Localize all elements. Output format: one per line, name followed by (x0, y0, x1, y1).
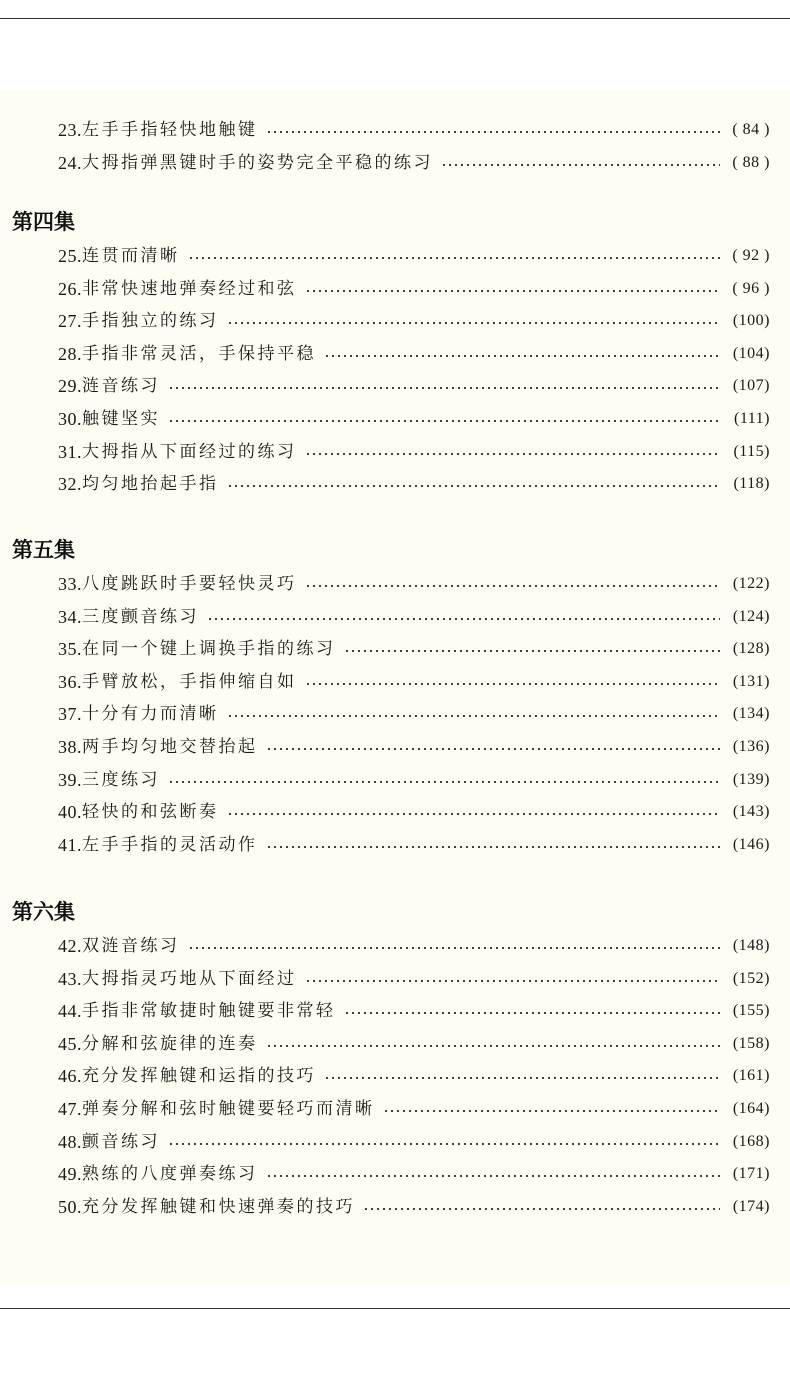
dot-leader (324, 355, 720, 357)
entry-number: 39. (58, 769, 82, 790)
entry-title: 左手手指的灵活动作 (82, 834, 258, 855)
entry-page-number: (100) (732, 312, 770, 330)
entry-title: 手指非常敏捷时触键要非常轻 (82, 1001, 336, 1022)
entry-title: 三度练习 (82, 769, 160, 790)
bottom-rule (0, 1308, 790, 1309)
toc-entry[interactable] (58, 116, 770, 144)
entry-title: 八度跳跃时手要轻快灵巧 (82, 574, 297, 594)
entry-page-number: (111) (734, 410, 770, 427)
dot-leader (266, 846, 721, 848)
dot-leader (344, 650, 721, 652)
entry-number: 27. (58, 311, 82, 332)
dot-leader (168, 1143, 720, 1145)
entry-number: 50. (58, 1196, 82, 1217)
entry-number: 48. (58, 1131, 82, 1152)
toc-entry[interactable] (58, 798, 770, 826)
entry-page-number: ( 84 ) (732, 121, 770, 138)
entry-title: 三度颤音练习 (82, 606, 199, 627)
toc-entry[interactable] (58, 1095, 770, 1123)
entry-page-number: (174) (732, 1197, 770, 1215)
entry-number: 49. (58, 1164, 82, 1185)
entry-title: 大拇指弹黑键时手的姿势完全平稳的练习 (82, 152, 433, 173)
toc-entry[interactable] (58, 1193, 770, 1221)
toc-entry[interactable] (58, 997, 770, 1025)
entry-page-number: (115) (733, 442, 770, 460)
entry-page-number: (131) (732, 672, 770, 690)
dot-leader (305, 585, 721, 587)
entry-title: 大拇指灵巧地从下面经过 (82, 968, 297, 989)
dot-leader (266, 131, 721, 133)
toc-entry[interactable] (58, 733, 770, 761)
dot-leader (188, 947, 721, 949)
entry-page-number: (136) (732, 738, 770, 755)
toc-entry[interactable] (58, 700, 770, 728)
entry-page-number: (134) (732, 705, 770, 723)
entry-title: 手臂放松，手指伸缩自如 (82, 671, 297, 692)
dot-leader (188, 257, 721, 259)
dot-leader (305, 290, 721, 292)
toc-entry[interactable] (58, 149, 770, 177)
dot-leader (305, 453, 721, 455)
entry-title: 非常快速地弹奏经过和弦 (82, 278, 297, 299)
top-rule (0, 18, 790, 19)
entry-title: 充分发挥触键和运指的技巧 (82, 1066, 316, 1087)
entry-title: 在同一个键上调换手指的练习 (82, 639, 336, 660)
dot-leader (441, 164, 720, 166)
entry-number: 24. (58, 152, 82, 173)
dot-leader (363, 1208, 720, 1210)
entry-title: 弹奏分解和弦时触键要轻巧而清晰 (82, 1099, 375, 1119)
toc-entry[interactable] (58, 932, 770, 960)
entry-number: 32. (58, 474, 82, 495)
dot-leader (344, 1012, 721, 1014)
toc-entry[interactable] (58, 1030, 770, 1058)
toc-entry[interactable] (58, 340, 770, 368)
entry-page-number: (143) (732, 803, 770, 821)
dot-leader (207, 618, 720, 620)
entry-page-number: (104) (732, 344, 770, 362)
entry-number: 36. (58, 671, 82, 692)
entry-page-number: (164) (732, 1100, 770, 1117)
entry-title: 颤音练习 (82, 1131, 160, 1152)
entry-title: 均匀地抬起手指 (82, 474, 219, 495)
entry-title: 手指独立的练习 (82, 311, 219, 332)
entry-page-number: (152) (732, 969, 770, 987)
entry-title: 充分发挥触键和快速弹奏的技巧 (82, 1196, 355, 1217)
toc-entry[interactable] (58, 372, 770, 400)
entry-title: 手指非常灵活，手保持平稳 (82, 343, 316, 364)
dot-leader (266, 1175, 721, 1177)
entry-page-number: (171) (732, 1165, 770, 1183)
dot-leader (305, 980, 721, 982)
entry-number: 43. (58, 968, 82, 989)
toc-entry[interactable] (58, 766, 770, 794)
toc-entry[interactable] (58, 275, 770, 303)
section-heading: 第四集 (12, 209, 75, 234)
entry-page-number: (107) (732, 377, 770, 395)
entry-title: 熟练的八度弹奏练习 (82, 1164, 258, 1185)
entry-page-number: (122) (732, 575, 770, 592)
entry-number: 42. (58, 936, 82, 956)
dot-leader (383, 1110, 721, 1112)
entry-page-number: ( 88 ) (732, 153, 770, 171)
entry-number: 31. (58, 441, 82, 462)
entry-number: 35. (58, 639, 82, 660)
entry-number: 33. (58, 574, 82, 594)
toc-entry[interactable] (58, 635, 770, 663)
entry-title: 涟音练习 (82, 376, 160, 397)
toc-entry[interactable] (58, 965, 770, 993)
dot-leader (227, 715, 721, 717)
entry-page-number: (168) (732, 1132, 770, 1150)
toc-entry[interactable] (58, 242, 770, 270)
toc-entry[interactable] (58, 1160, 770, 1188)
entry-page-number: (146) (732, 835, 770, 853)
dot-leader (227, 813, 721, 815)
dot-leader (168, 420, 720, 422)
toc-entry[interactable] (58, 603, 770, 631)
entry-title: 连贯而清晰 (82, 246, 180, 266)
entry-number: 45. (58, 1033, 82, 1054)
entry-number: 37. (58, 704, 82, 725)
entry-page-number: (118) (733, 475, 770, 493)
dot-leader (266, 1045, 721, 1047)
entry-number: 44. (58, 1001, 82, 1022)
dot-leader (305, 683, 721, 685)
toc-entry[interactable] (58, 470, 770, 498)
entry-page-number: (158) (732, 1034, 770, 1052)
dot-leader (168, 387, 720, 389)
entry-page-number: (128) (732, 640, 770, 658)
entry-page-number: (148) (732, 937, 770, 954)
entry-title: 两手均匀地交替抬起 (82, 737, 258, 757)
entry-title: 触键坚实 (82, 409, 160, 429)
entry-title: 左手手指轻快地触键 (82, 120, 258, 140)
entry-title: 双涟音练习 (82, 936, 180, 956)
toc-entry[interactable] (58, 1128, 770, 1156)
entry-number: 46. (58, 1066, 82, 1087)
toc-entry[interactable] (58, 438, 770, 466)
toc-entry[interactable] (58, 831, 770, 859)
entry-page-number: (124) (732, 607, 770, 625)
entry-title: 十分有力而清晰 (82, 704, 219, 725)
toc-entry[interactable] (58, 405, 770, 433)
entry-page-number: (155) (732, 1002, 770, 1020)
entry-page-number: (139) (732, 770, 770, 788)
dot-leader (227, 485, 721, 487)
entry-page-number: ( 96 ) (732, 279, 770, 297)
toc-entry[interactable] (58, 307, 770, 335)
toc-page (0, 90, 790, 1285)
entry-number: 28. (58, 343, 82, 364)
entry-number: 34. (58, 606, 82, 627)
entry-number: 30. (58, 409, 82, 429)
entry-title: 大拇指从下面经过的练习 (82, 441, 297, 462)
dot-leader (168, 781, 720, 783)
dot-leader (227, 322, 721, 324)
entry-number: 40. (58, 802, 82, 823)
toc-entry[interactable] (58, 570, 770, 598)
entry-page-number: (161) (732, 1067, 770, 1085)
entry-number: 38. (58, 737, 82, 757)
entry-number: 29. (58, 376, 82, 397)
entry-number: 25. (58, 246, 82, 266)
dot-leader (324, 1077, 720, 1079)
dot-leader (266, 748, 721, 750)
toc-entry[interactable] (58, 1062, 770, 1090)
section-heading: 第六集 (12, 899, 75, 924)
toc-entry[interactable] (58, 668, 770, 696)
entry-number: 26. (58, 278, 82, 299)
entry-number: 47. (58, 1099, 82, 1119)
entry-title: 分解和弦旋律的连奏 (82, 1033, 258, 1054)
entry-title: 轻快的和弦断奏 (82, 802, 219, 823)
entry-number: 41. (58, 834, 82, 855)
section-heading: 第五集 (12, 537, 75, 562)
entry-number: 23. (58, 120, 82, 140)
entry-page-number: ( 92 ) (732, 247, 770, 264)
